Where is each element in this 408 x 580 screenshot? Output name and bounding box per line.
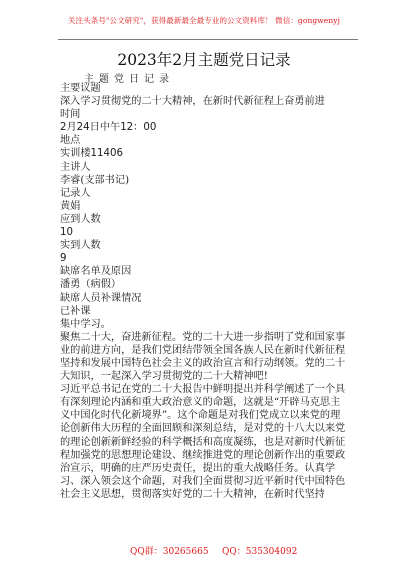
place-value: 实训楼11406 — [60, 148, 123, 160]
paragraph-2: 习近平总书记在党的二十大报告中鲜明提出并科学阐述了一个具有深刻理论内涵和重大政治意义的命题，这就是“开辟马克思主义中国化时代化新境界”。这个命题是对我们党成立以来党的理论创新伟大历程的全面回顾和深刻总结，是对党的十八大以来党的理论创新新鲜经验的科学概括和高度凝练，也是对新时代新征程加强党的思想理论建设、继续推进党的理论创新作出的重要政治宣示，明确的庄严历史责任，提出的重大战略任务。认真学习、深入领会这个命题，对我们全面贯彻习近平新时代中国特色社会主义思想，贯彻落实好党的二十大精神，在新时代坚持 — [60, 384, 346, 500]
topic-label: 主要议题 — [60, 83, 101, 94]
place-label: 地点 — [60, 135, 81, 147]
recorder-label: 记录人 — [60, 187, 91, 199]
absent-value: 潘勇（病假） — [60, 279, 122, 291]
document-title: 2023年2月主题党日记录 — [117, 51, 291, 69]
topic-value: 深入学习贯彻党的二十大精神，在新时代新征程上奋勇前进 — [60, 96, 325, 108]
footer-qq-contact: QQ：535304092 — [222, 547, 298, 557]
speaker-label: 主讲人 — [60, 161, 91, 173]
paragraph-1: 聚焦二十大，奋进新征程。党的二十大进一步指明了党和国家事业的前进方向，是我们党团结带领全国各族人民在新时代新征程坚持和发展中国特色社会主义的政治宣言和行动纲领。党的二十大知识，一起深入学习贯彻党的二十大精神吧! — [60, 331, 346, 383]
makeup-label: 缺席人员补课情况 — [60, 292, 142, 304]
header-divider — [58, 39, 358, 40]
footer-qq-group: QQ群：30265665 — [130, 547, 209, 557]
document-body — [60, 82, 350, 501]
time-value: 2月24日中午12：00 — [60, 122, 157, 134]
speaker-value: 李睿(支部书记) — [60, 174, 130, 186]
recorder-value: 黄娟 — [60, 200, 81, 212]
makeup-value: 已补课 — [60, 305, 91, 317]
expected-count-value: 10 — [60, 227, 73, 239]
format-value: 集中学习。 — [60, 318, 111, 330]
actual-count-label: 实到人数 — [60, 240, 101, 252]
top-notice: 关注头条号"公文研究"，获得最新最全最专业的公文资料库！ 微信：gongwenyj — [67, 16, 341, 25]
time-label: 时间 — [60, 109, 81, 121]
document-subtitle: 主题党日记录 — [84, 74, 174, 85]
expected-count-label: 应到人数 — [60, 213, 101, 225]
absent-label: 缺席名单及原因 — [60, 266, 132, 278]
actual-count-value: 9 — [60, 253, 67, 265]
